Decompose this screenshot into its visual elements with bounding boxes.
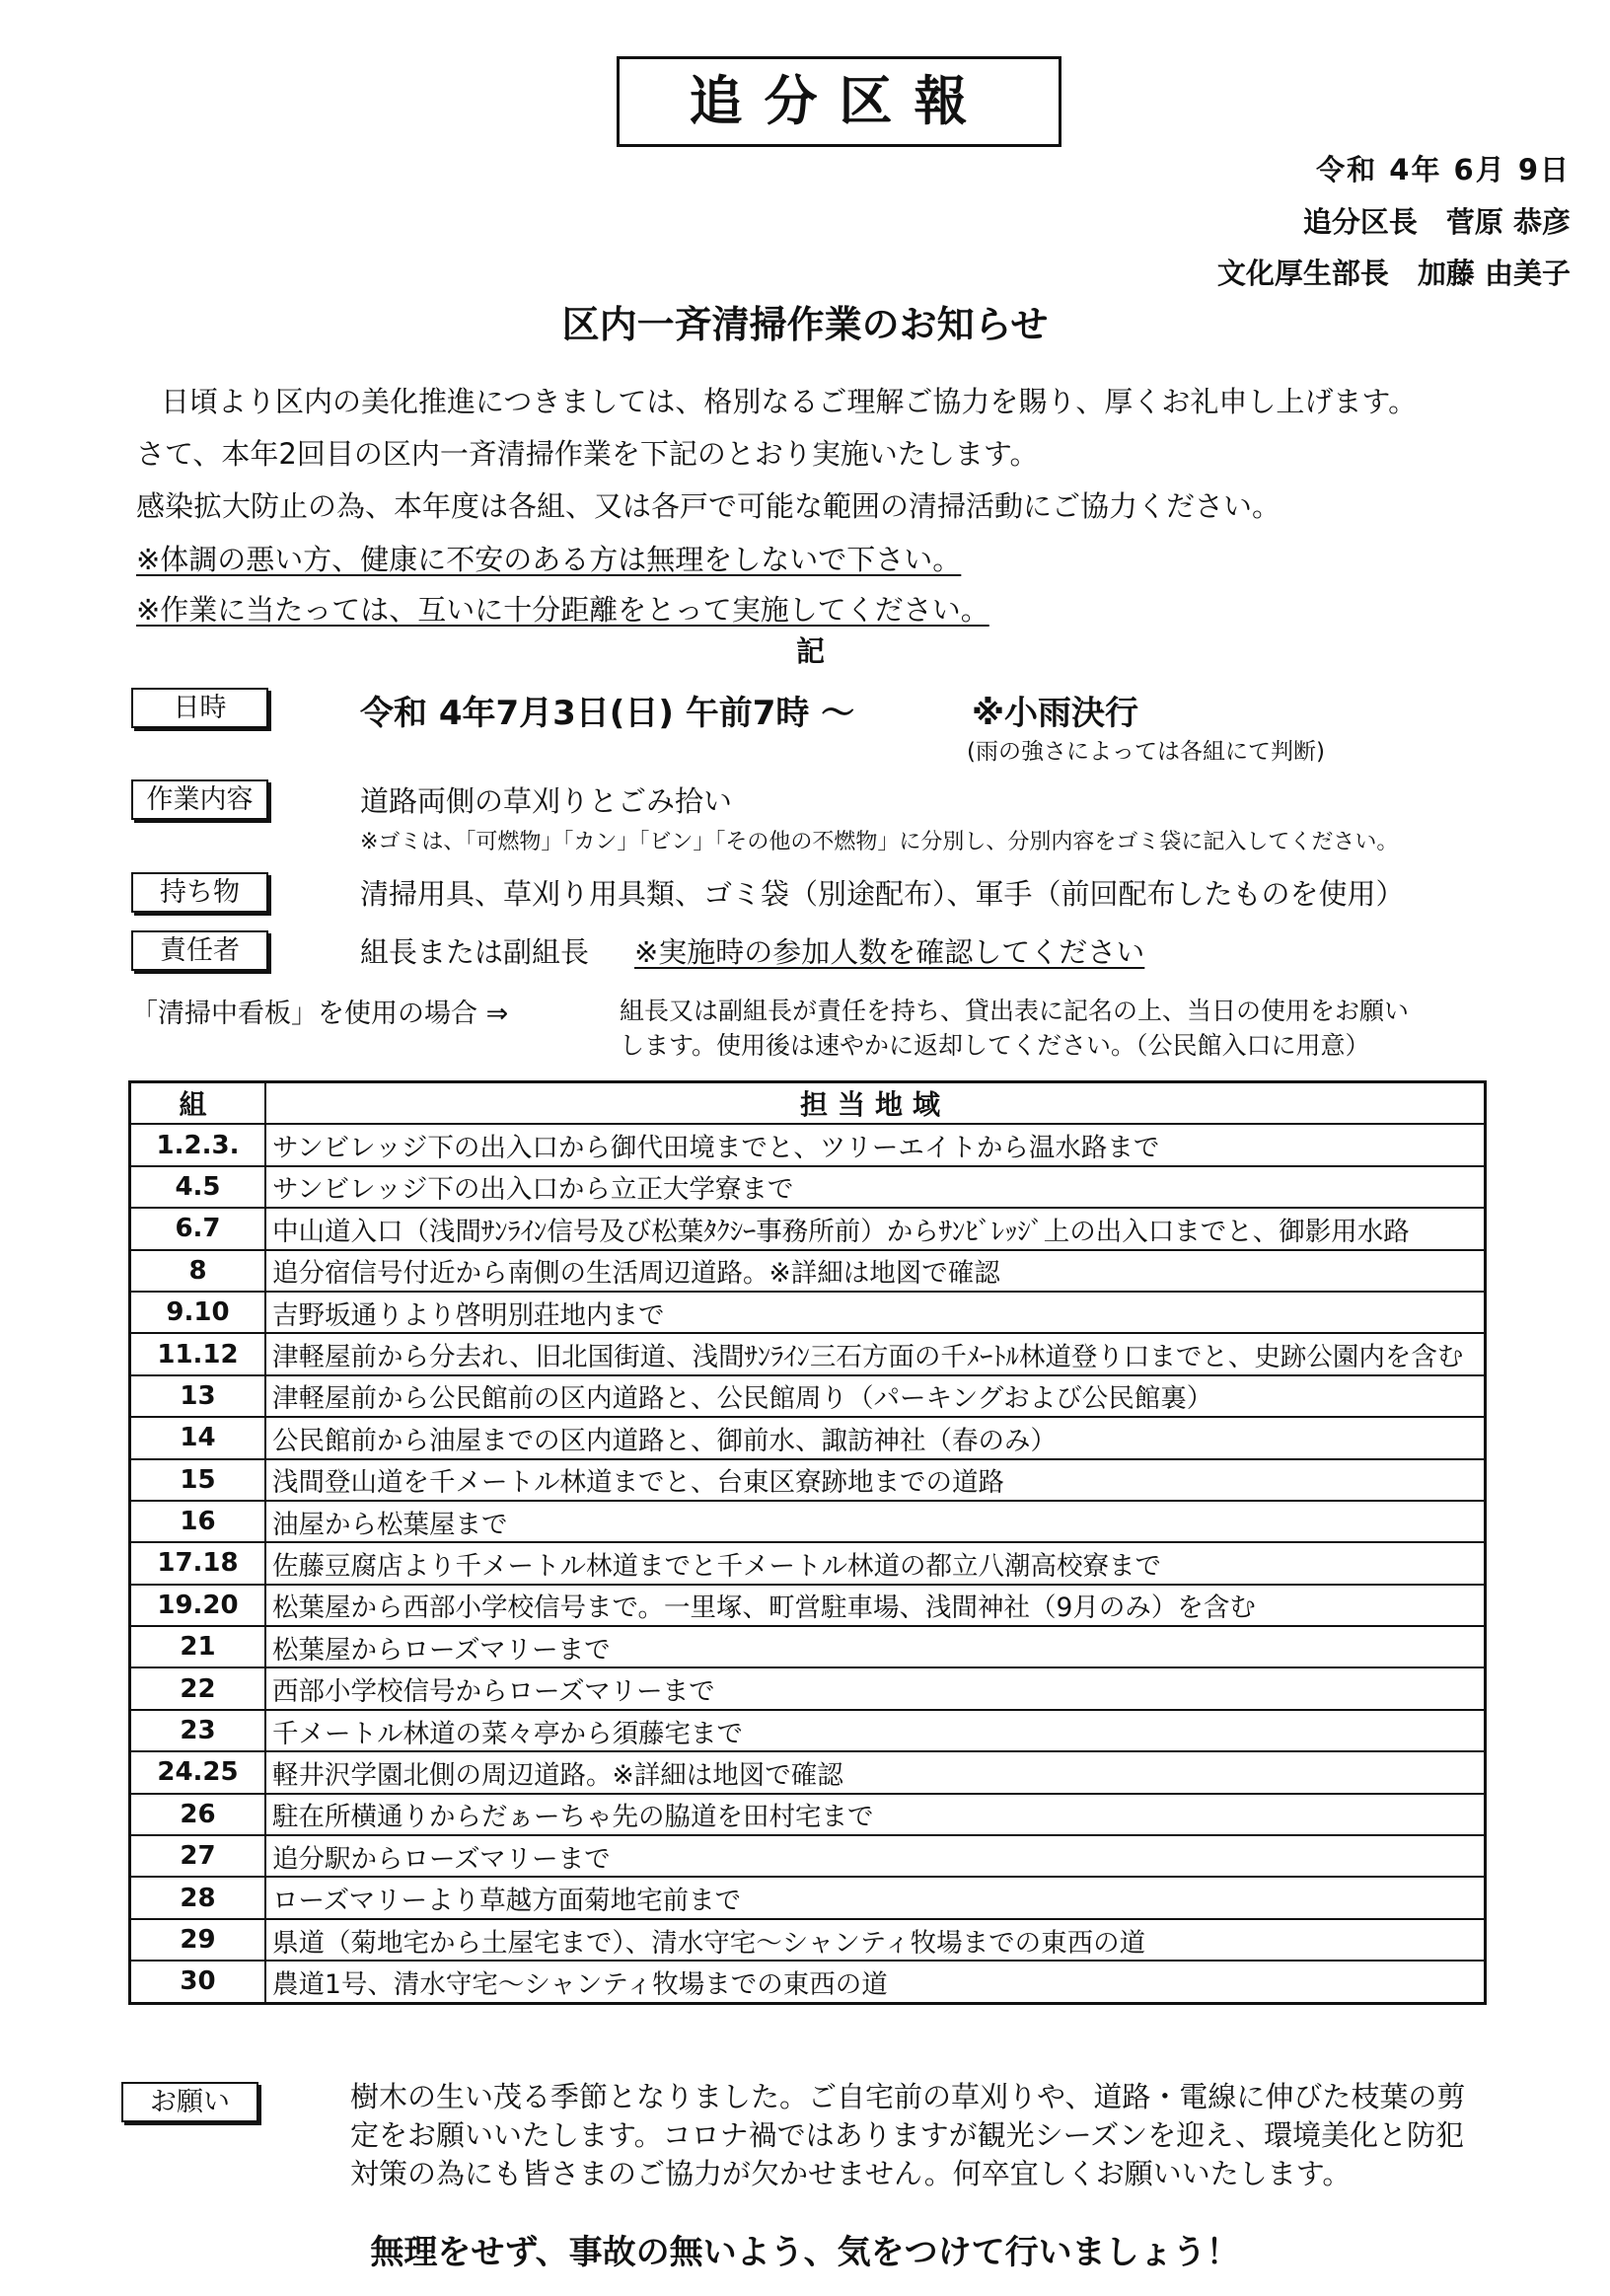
- assigned-area: 千メートル林道の菜々亭から須藤宅まで: [265, 1710, 1486, 1751]
- group-number: 1.2.3.: [130, 1124, 266, 1165]
- table-row: [130, 1208, 1486, 1249]
- group-number: 14: [130, 1417, 266, 1458]
- assigned-area: 農道1号、清水守宅～シャンティ牧場までの東西の道: [265, 1961, 1486, 2003]
- group-number: 9.10: [130, 1292, 266, 1333]
- request-line-1: 樹木の生い茂る季節となりました。ご自宅前の草刈りや、道路・電線に伸びた枝葉の剪: [350, 2080, 1466, 2113]
- group-number: 15: [130, 1459, 266, 1501]
- assigned-area: 佐藤豆腐店より千メートル林道までと千メートル林道の都立八潮高校寮まで: [265, 1542, 1486, 1584]
- responsible-note: ※実施時の参加人数を確認してください: [634, 935, 1145, 969]
- assigned-area: 駐在所横通りからだぁーちゃ先の脇道を田村宅まで: [265, 1794, 1486, 1835]
- signboard-label: 「清掃中看板」を使用の場合 ⇒: [131, 999, 509, 1029]
- table-row: [130, 1124, 1486, 1165]
- group-number: 26: [130, 1794, 266, 1835]
- table-row: [130, 1166, 1486, 1208]
- group-number: 22: [130, 1667, 266, 1709]
- table-row: [130, 1585, 1486, 1626]
- assigned-area: 追分駅からローズマリーまで: [265, 1835, 1486, 1877]
- intro-note-1: ※体調の悪い方、健康に不安のある方は無理をしないで下さい。: [136, 543, 962, 576]
- ki-mark: 記: [796, 634, 826, 668]
- table-row: [130, 1919, 1486, 1961]
- area-assignment-table: [128, 1080, 1487, 2005]
- assigned-area: 公民館前から油屋までの区内道路と、御前水、諏訪神社（春のみ）: [265, 1417, 1486, 1458]
- signboard-line-2: します。使用後は速やかに返却してください。（公民館入口に用意）: [620, 1031, 1370, 1060]
- issue-date: 令和 4年 6月 9日: [1316, 153, 1571, 186]
- table-row: [130, 1710, 1486, 1751]
- table-row: [130, 1417, 1486, 1458]
- label-request: お願い: [121, 2082, 258, 2122]
- items-content: 清掃用具、草刈り用具類、ゴミ袋（別途配布）、軍手（前回配布したものを使用）: [360, 877, 1405, 911]
- table-row: [130, 1292, 1486, 1333]
- table-row: [130, 1961, 1486, 2003]
- intro-line-3: 感染拡大防止の為、本年度は各組、又は各戸で可能な範囲の清掃活動にご協力ください。: [136, 489, 1281, 523]
- group-number: 29: [130, 1919, 266, 1961]
- assigned-area: 西部小学校信号からローズマリーまで: [265, 1667, 1486, 1709]
- group-number: 8: [130, 1250, 266, 1292]
- label-responsible: 責任者: [131, 930, 268, 971]
- table-row: [130, 1333, 1486, 1374]
- header-group: 組: [130, 1082, 266, 1125]
- event-datetime: 令和 4年7月3日(日) 午前7時 ～: [360, 694, 855, 733]
- table-row: [130, 1794, 1486, 1835]
- table-row: [130, 1542, 1486, 1584]
- label-work: 作業内容: [131, 779, 268, 820]
- rain-policy: ※小雨決行: [972, 694, 1139, 733]
- assigned-area: サンビレッジ下の出入口から立正大学寮まで: [265, 1166, 1486, 1208]
- assigned-area: 津軽屋前から公民館前の区内道路と、公民館周り（パーキングおよび公民館裏）: [265, 1375, 1486, 1417]
- table-row: [130, 1877, 1486, 1918]
- group-number: 19.20: [130, 1585, 266, 1626]
- rain-policy-note: (雨の強さによっては各組にて判断): [967, 739, 1325, 765]
- label-items: 持ち物: [131, 872, 268, 913]
- assigned-area: 松葉屋から西部小学校信号まで。一里塚、町営駐車場、浅間神社（9月のみ）を含む: [265, 1585, 1486, 1626]
- area-rows: [130, 1124, 1486, 2003]
- closing-message: 無理をせず、事故の無いよう、気をつけて行いましょう！: [370, 2233, 1240, 2272]
- assigned-area: 油屋から松葉屋まで: [265, 1501, 1486, 1542]
- group-number: 21: [130, 1626, 266, 1667]
- group-number: 28: [130, 1877, 266, 1918]
- table-row: [130, 1375, 1486, 1417]
- table-row: [130, 1667, 1486, 1709]
- assigned-area: ローズマリーより草越方面菊地宅前まで: [265, 1877, 1486, 1918]
- responsible-content: 組長または副組長: [360, 935, 590, 969]
- request-line-3: 対策の為にも皆さまのご協力が欠かせません。何卒宜しくお願いいたします。: [350, 2157, 1352, 2190]
- assigned-area: 松葉屋からローズマリーまで: [265, 1626, 1486, 1667]
- table-row: [130, 1501, 1486, 1542]
- table-header-row: [130, 1082, 1486, 1125]
- request-line-2: 定をお願いいたします。コロナ禍ではありますが観光シーズンを迎え、環境美化と防犯: [350, 2118, 1464, 2152]
- masthead-title: 追分区報: [617, 56, 1061, 147]
- assigned-area: 吉野坂通りより啓明別荘地内まで: [265, 1292, 1486, 1333]
- sender-culture-head: 文化厚生部長 加藤 由美子: [1216, 257, 1571, 290]
- assigned-area: 中山道入口（浅間ｻﾝﾗｲﾝ信号及び松葉ﾀｸｼｰ事務所前）からｻﾝﾋﾞﾚｯｼﾞ上の出入口までと、御影用水路: [265, 1208, 1486, 1249]
- table-row: [130, 1459, 1486, 1501]
- group-number: 4.5: [130, 1166, 266, 1208]
- label-datetime: 日時: [131, 688, 268, 728]
- work-content: 道路両側の草刈りとごみ拾い: [360, 784, 733, 818]
- assigned-area: 軽井沢学園北側の周辺道路。※詳細は地図で確認: [265, 1751, 1486, 1793]
- assigned-area: 追分宿信号付近から南側の生活周辺道路。※詳細は地図で確認: [265, 1250, 1486, 1292]
- table-row: [130, 1250, 1486, 1292]
- assigned-area: サンビレッジ下の出入口から御代田境までと、ツリーエイトから温水路まで: [265, 1124, 1486, 1165]
- document-title: 区内一斉清掃作業のお知らせ: [561, 303, 1049, 346]
- intro-line-2: さて、本年2回目の区内一斉清掃作業を下記のとおり実施いたします。: [136, 437, 1039, 471]
- group-number: 13: [130, 1375, 266, 1417]
- group-number: 11.12: [130, 1333, 266, 1374]
- sender-district-head: 追分区長 菅原 恭彦: [1302, 205, 1571, 239]
- trash-note: ※ゴミは、「可燃物」「カン」「ビン」「その他の不燃物」に分別し、分別内容をゴミ袋に記入してください。: [360, 830, 1399, 854]
- header-area: 担当地域: [265, 1082, 1486, 1125]
- group-number: 6.7: [130, 1208, 266, 1249]
- assigned-area: 浅間登山道を千メートル林道までと、台東区寮跡地までの道路: [265, 1459, 1486, 1501]
- group-number: 23: [130, 1710, 266, 1751]
- group-number: 17.18: [130, 1542, 266, 1584]
- table-row: [130, 1751, 1486, 1793]
- table-row: [130, 1626, 1486, 1667]
- group-number: 27: [130, 1835, 266, 1877]
- assigned-area: 県道（菊地宅から土屋宅まで）、清水守宅～シャンティ牧場までの東西の道: [265, 1919, 1486, 1961]
- group-number: 24.25: [130, 1751, 266, 1793]
- signboard-line-1: 組長又は副組長が責任を持ち、貸出表に記名の上、当日の使用をお願い: [620, 997, 1410, 1025]
- intro-line-1: 日頃より区内の美化推進につきましては、格別なるご理解ご協力を賜り、厚くお礼申し上げます。: [161, 385, 1418, 418]
- assigned-area: 津軽屋前から分去れ、旧北国街道、浅間ｻﾝﾗｲﾝ三石方面の千ﾒｰﾄﾙ林道登り口までと、史跡公園内を含む: [265, 1333, 1486, 1374]
- intro-note-2: ※作業に当たっては、互いに十分距離をとって実施してください。: [136, 593, 989, 627]
- group-number: 16: [130, 1501, 266, 1542]
- table-row: [130, 1835, 1486, 1877]
- group-number: 30: [130, 1961, 266, 2003]
